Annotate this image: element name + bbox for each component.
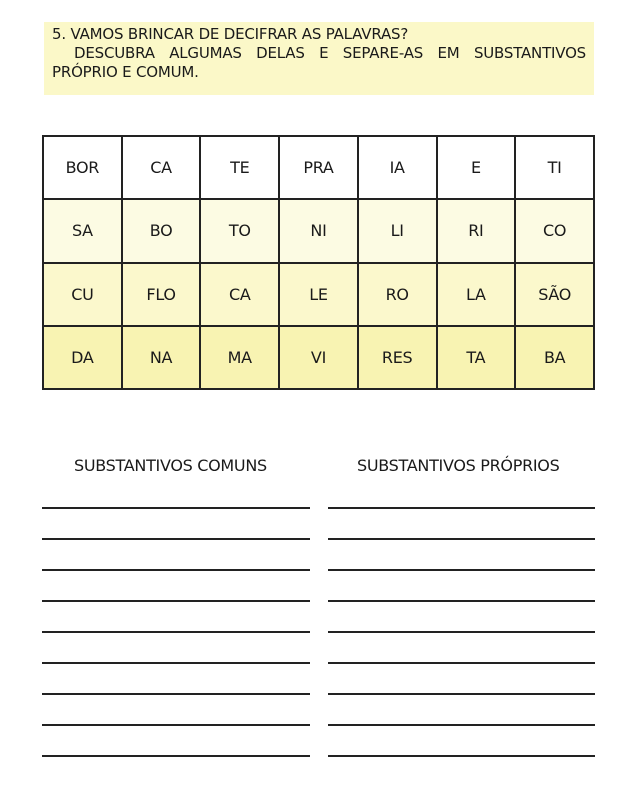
- answer-line[interactable]: [328, 600, 595, 602]
- answer-line[interactable]: [42, 631, 310, 633]
- grid-cell: TA: [437, 326, 516, 389]
- instruction-line-3: PRÓPRIO E COMUM.: [52, 63, 199, 81]
- grid-row: [43, 199, 594, 262]
- grid-cell: TO: [200, 199, 279, 262]
- grid-cell: MA: [200, 326, 279, 389]
- grid-cell: TE: [200, 136, 279, 199]
- grid-cell: CA: [200, 263, 279, 326]
- grid-cell: BO: [122, 199, 201, 262]
- answer-line[interactable]: [42, 569, 310, 571]
- grid-cell: VI: [279, 326, 358, 389]
- grid-cell: CO: [515, 199, 594, 262]
- grid-cell: BA: [515, 326, 594, 389]
- answer-line[interactable]: [328, 693, 595, 695]
- grid-cell: SÃO: [515, 263, 594, 326]
- answer-line[interactable]: [328, 631, 595, 633]
- common-nouns-title: SUBSTANTIVOS COMUNS: [74, 456, 267, 475]
- answer-line[interactable]: [328, 538, 595, 540]
- grid-cell: CU: [43, 263, 122, 326]
- grid-cell: LA: [437, 263, 516, 326]
- answer-line[interactable]: [328, 507, 595, 509]
- answer-line[interactable]: [328, 569, 595, 571]
- proper-nouns-answer-lines: [328, 507, 595, 786]
- answer-line[interactable]: [42, 662, 310, 664]
- grid-cell: DA: [43, 326, 122, 389]
- grid-cell: CA: [122, 136, 201, 199]
- grid-cell: NI: [279, 199, 358, 262]
- instruction-line-1: 5. VAMOS BRINCAR DE DECIFRAR AS PALAVRAS?: [52, 25, 409, 43]
- answer-line[interactable]: [328, 662, 595, 664]
- answer-line[interactable]: [42, 538, 310, 540]
- grid-cell: RES: [358, 326, 437, 389]
- answer-line[interactable]: [42, 724, 310, 726]
- grid-cell: TI: [515, 136, 594, 199]
- grid-row: [43, 326, 594, 389]
- instruction-line-2: DESCUBRA ALGUMAS DELAS E SEPARE-AS EM SUBSTANTIVOS: [74, 44, 586, 62]
- answer-line[interactable]: [328, 724, 595, 726]
- grid-cell: RO: [358, 263, 437, 326]
- grid-row: [43, 136, 594, 199]
- grid-cell: LI: [358, 199, 437, 262]
- syllable-grid: [42, 135, 595, 390]
- answer-line[interactable]: [42, 755, 310, 757]
- answer-line[interactable]: [42, 693, 310, 695]
- grid-cell: SA: [43, 199, 122, 262]
- grid-cell: E: [437, 136, 516, 199]
- grid-cell: PRA: [279, 136, 358, 199]
- answer-line[interactable]: [42, 600, 310, 602]
- answer-line[interactable]: [328, 755, 595, 757]
- grid-cell: FLO: [122, 263, 201, 326]
- proper-nouns-title: SUBSTANTIVOS PRÓPRIOS: [357, 456, 560, 475]
- instruction-box: [44, 22, 594, 95]
- grid-cell: RI: [437, 199, 516, 262]
- grid-row: [43, 263, 594, 326]
- answer-line[interactable]: [42, 507, 310, 509]
- grid-cell: BOR: [43, 136, 122, 199]
- common-nouns-answer-lines: [42, 507, 310, 786]
- grid-cell: NA: [122, 326, 201, 389]
- grid-cell: LE: [279, 263, 358, 326]
- grid-cell: IA: [358, 136, 437, 199]
